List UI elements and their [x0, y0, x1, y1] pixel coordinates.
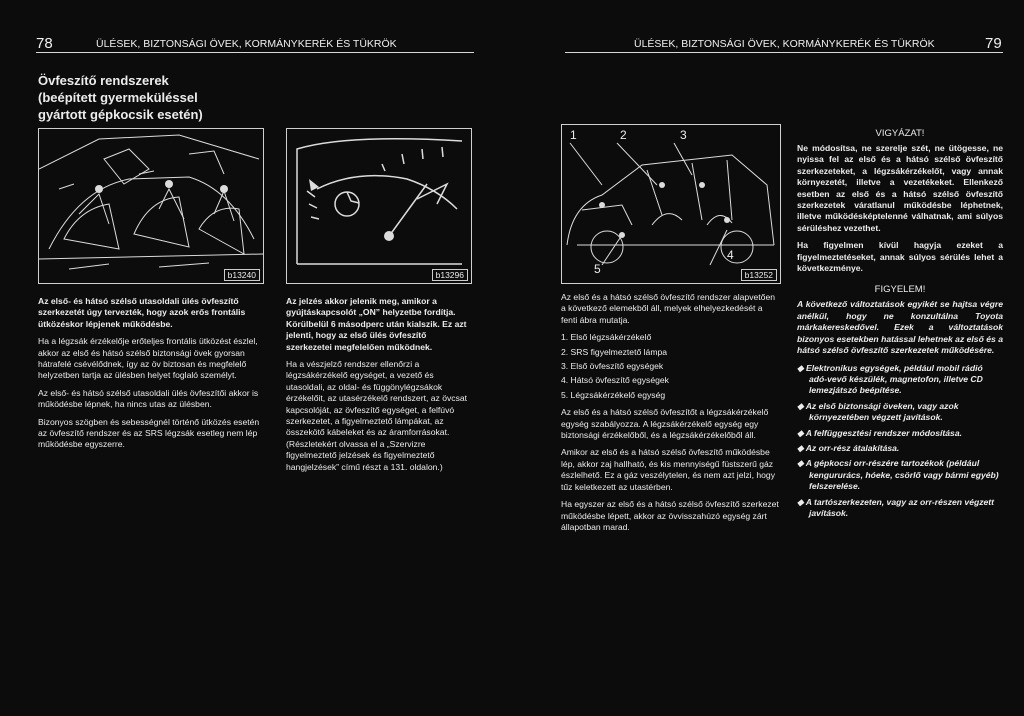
section-title: [38, 72, 278, 123]
paragraph: Az első- és hátsó szélső utasoldali ülés övfeszítő szerkezetét úgy tervezték, hogy azok erős frontális ütközéskor lépjenek működésbe.: [38, 296, 246, 329]
callout-5: 5: [594, 262, 601, 276]
bullet-text: Az első biztonsági öveken, vagy azok környezetében végzett javítások.: [805, 400, 959, 423]
caution-paragraph: Ha figyelmen kívül hagyja ezeket a figyelmeztetéseket, annak súlyos sérülés lehet a következménye.: [797, 240, 1003, 274]
caution-paragraph: Ne módosítsa, ne szerelje szét, ne ütögesse, ne nyissa fel az első és a hátsó szélső övfeszítő szerkezeteket, a légzsákérzékelőt, vagy annak környezetét, illetve a vezetékeket. Ellenkező esetben az első és a hátsó szélső övfeszítő szerkezetek váratlanul működésbe léphetnek, illetve működésképtelenné válhatnak, ami súlyos sérüléshez vezethet.: [797, 143, 1003, 233]
paragraph: Ha egyszer az első és a hátsó szélső övfeszítő szerkezet működésbe lépett, akkor az övvisszahúzó egység zárt állapotban marad.: [561, 499, 779, 532]
section-title-line2: (beépített gyermeküléssel: [38, 90, 198, 105]
list-item: 1. Első légzsákérzékelő: [561, 332, 652, 343]
bullet-text: Az orr-rész átalakítása.: [805, 442, 900, 453]
notice-title: FIGYELEM!: [874, 284, 926, 296]
right-page-number: 79: [985, 35, 1002, 52]
callout-2: 2: [620, 128, 627, 142]
callout-1: 1: [570, 128, 577, 142]
seat-illustration: [39, 129, 263, 283]
left-header-rule: [36, 52, 474, 53]
paragraph: Az első és a hátsó szélső övfeszítő rendszer alapvetően a következő elemekből áll, melyek elhelyezkedését a fenti ábra mutatja.: [561, 292, 776, 325]
paragraph: Az jelzés akkor jelenik meg, amikor a gyújtáskapcsolót „ON” helyzetbe fordítja. Körülbelül 6 másodperc után kialszik. Ez azt jelenti, hogy az első ülés övfeszítő szerkezetei megfelelően működnek.: [286, 296, 467, 352]
section-title-line1: Övfeszítő rendszerek: [38, 73, 169, 88]
gauge-illustration: [287, 129, 471, 283]
bullet-item: ◆ A felfüggesztési rendszer módosítása.: [797, 427, 963, 438]
figure-component-locations: [561, 124, 781, 284]
figure-seat-pretensioners: [38, 128, 264, 284]
car-illustration: [562, 125, 780, 283]
bullet-text: A gépkocsi orr-részére tartozékok (például kengururács, hóeke, csörlő vagy bármi egyéb) felszerelése.: [805, 458, 999, 492]
figure-code: b13296: [432, 269, 468, 281]
component-list: [561, 332, 779, 401]
paragraph: Ha a légzsák érzékelője erőteljes frontális ütközést észlel, akkor az első és hátsó szélső biztonsági övek gyorsan hátrafelé csévélődnek, így az öv biztosan és megfelelő helyzetben tartja az ülésben helyet foglaló személyt.: [38, 336, 258, 381]
list-item: 2. SRS figyelmeztető lámpa: [561, 346, 668, 357]
bullet-text: Elektronikus egységek, például mobil rádió adó-vevő készülék, magnetofon, illetve CD lemezjátszó beépítése.: [806, 362, 983, 396]
figure-warning-lamp: [286, 128, 472, 284]
figure-code: b13240: [224, 269, 260, 281]
bullet-text: A felfüggesztési rendszer módosítása.: [805, 427, 963, 438]
paragraph: Az első és a hátsó szélső övfeszítőt a légzsákérzékelő egység szabályozza. A légzsákérzékelő egység egy biztonsági érzékelőből, és a légzsákérzékelőből áll.: [561, 407, 769, 441]
list-item: 4. Hátsó övfeszítő egységek: [561, 375, 669, 386]
column-1: [38, 296, 262, 457]
column-3: [561, 292, 779, 539]
left-page-number: 78: [36, 35, 53, 52]
bullet-item: ◆ A gépkocsi orr-részére tartozékok (például kengururács, hóeke, csörlő vagy bármi egyéb) felszerelése.: [797, 458, 999, 492]
paragraph: Ha a vészjelző rendszer ellenőrzi a légzsákérzékelő egységet, a vezető és utasoldali, az oldal- és függönylégzsákok érzékelőit, az utasérzékelő rendszert, az övcsat kapcsolóját, az övfeszítő egységet, a felfúvó szerkezetet, a figyelmeztető lámpákat, az összekötő kábeleket és az áramforrásokat. (Részletekért olvassa el a „Szervizre figyelmeztető jelzések és figyelmeztető hangjelzések” című részt a 131. oldalon.): [286, 359, 468, 472]
callout-4: 4: [727, 248, 734, 262]
column-2: [286, 296, 470, 479]
bullet-item: ◆ Az első biztonsági öveken, vagy azok környezetében végzett javítások.: [797, 400, 959, 423]
section-title-line3: gyártott gépkocsik esetén): [38, 107, 203, 122]
notice-paragraph: A következő változtatások egyikét se hajtsa végre anélkül, hogy ne konzultálna Toyota márkakereskedővel. Ezek a változtatások bizonyos esetekben hatással lehetnek az első és a hátsó szélső övfeszítő szerkezetek működésére.: [797, 299, 1003, 356]
notice-bullet-list: [797, 363, 1003, 520]
bullet-item: ◆ Az orr-rész átalakítása.: [797, 442, 900, 453]
figure-code: b13252: [741, 269, 777, 281]
right-running-title: ÜLÉSEK, BIZTONSÁGI ÖVEK, KORMÁNYKERÉK ÉS TÜKRÖK: [634, 38, 935, 50]
caution-title: VIGYÁZAT!: [875, 128, 925, 139]
list-item: 3. Első övfeszítő egységek: [561, 361, 664, 372]
callout-3: 3: [680, 128, 687, 142]
left-running-title: ÜLÉSEK, BIZTONSÁGI ÖVEK, KORMÁNYKERÉK ÉS TÜKRÖK: [96, 38, 397, 50]
right-header-rule: [565, 52, 1003, 53]
paragraph: Amikor az első és a hátsó szélső övfeszítő működésbe lép, akkor zaj hallható, és kis mennyiségű füstszerű gáz észlelhető. Ez a gáz veszélytelen, és nem azt jelzi, hogy tűz keletkezett az utastérben.: [561, 447, 776, 492]
list-item: 5. Légzsákérzékelő egység: [561, 389, 666, 400]
paragraph: Bizonyos szögben és sebességnél történő ütközés esetén az övfeszítő rendszer és az SRS légzsák esetleg nem lép működésbe egyszerre.: [38, 416, 260, 450]
bullet-item: ◆ Elektronikus egységek, például mobil rádió adó-vevő készülék, magnetofon, illetve CD lemezjátszó beépítése.: [797, 362, 983, 396]
bullet-text: A tartószerkezeten, vagy az orr-részen végzett javítások.: [805, 496, 995, 518]
paragraph: Az első- és hátsó szélső utasoldali ülés övfeszítői akkor is működésbe lépnek, ha nincs utas az ülésben.: [38, 387, 259, 410]
bullet-item: ◆ A tartószerkezeten, vagy az orr-részen végzett javítások.: [797, 496, 995, 518]
column-4: [797, 128, 1003, 525]
